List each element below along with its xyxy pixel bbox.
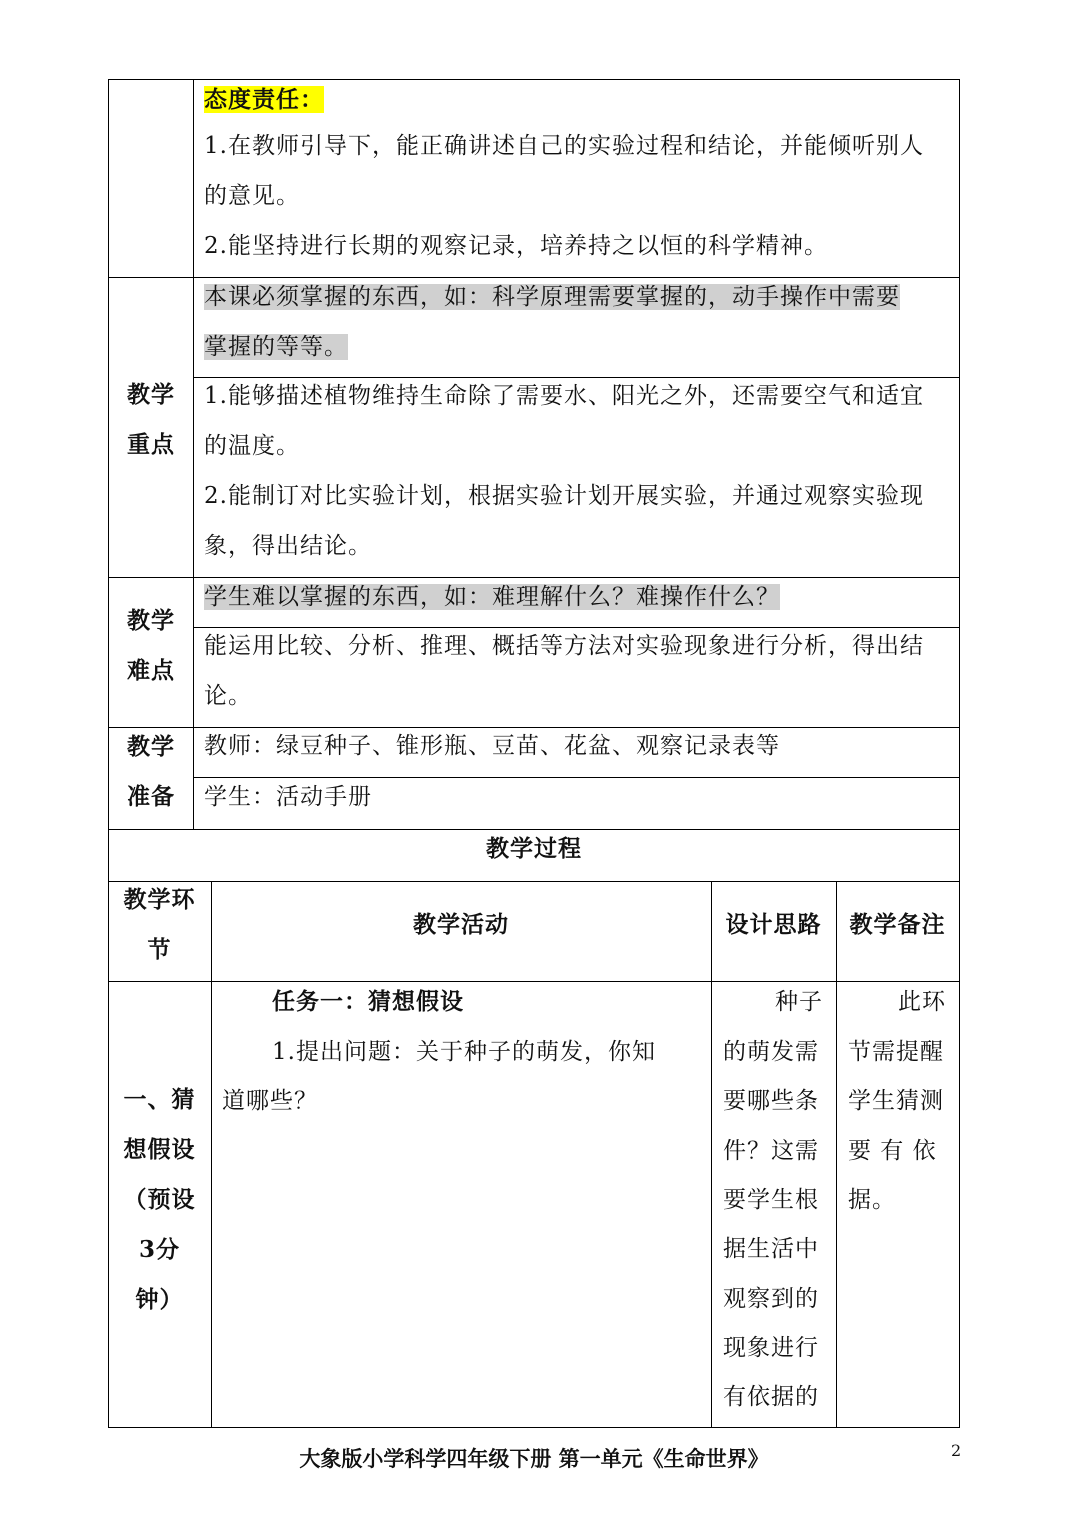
activity-question: 1.提出问题：关于种子的萌发，你知 — [272, 1039, 656, 1065]
preparation-student: 学生：活动手册 — [204, 784, 372, 810]
process-title: 教学过程 — [486, 835, 582, 862]
stage-label: 3分 — [138, 1236, 180, 1263]
difficulties-content: 能运用比较、分析、推理、概括等方法对实验现象进行分析，得出结 — [204, 633, 924, 659]
design-text: 的萌发需 — [723, 1039, 819, 1065]
design-text: 要哪些条 — [723, 1088, 819, 1114]
difficulties-label: 难点 — [127, 657, 175, 684]
notes-text: 学生猜测 — [848, 1088, 944, 1114]
key-points-hint — [204, 272, 900, 322]
key-point-item: 的温度。 — [204, 433, 300, 459]
column-header-stage: 教学环 — [123, 886, 196, 913]
attitude-heading-text: 态度责任： — [204, 86, 324, 113]
row-divider — [108, 981, 960, 982]
notes-text: 节需提醒 — [848, 1039, 944, 1065]
column-header-design: 设计思路 — [725, 911, 822, 938]
stage-label: 一、猜 — [123, 1086, 196, 1113]
difficulties-hint-text: 学生难以掌握的东西，如：难理解什么？难操作什么？ — [204, 584, 780, 610]
row-divider — [108, 881, 960, 882]
process-column-divider — [711, 881, 712, 1428]
key-points-hint — [204, 322, 348, 372]
key-points-hint-text: 本课必须掌握的东西，如：科学原理需要掌握的，动手操作中需要 — [204, 284, 900, 310]
key-points-label: 教学 — [127, 381, 175, 408]
preparation-label: 教学 — [127, 733, 175, 760]
key-points-label: 重点 — [127, 431, 175, 458]
attitude-heading — [204, 75, 324, 125]
table-border-right — [959, 79, 960, 1428]
task-title: 任务一：猜想假设 — [272, 988, 464, 1015]
design-text: 件？这需 — [723, 1138, 819, 1164]
attitude-item: 的意见。 — [204, 183, 300, 209]
process-column-divider — [211, 881, 212, 1428]
stage-label: 钟） — [135, 1286, 184, 1313]
difficulties-content: 论。 — [204, 683, 252, 709]
process-column-divider — [836, 881, 837, 1428]
table-border-bottom — [108, 1427, 960, 1428]
design-text: 有依据的 — [723, 1384, 819, 1410]
footer-title: 大象版小学科学四年级下册 第一单元《生命世界》 — [299, 1447, 769, 1471]
difficulties-label: 教学 — [127, 607, 175, 634]
design-text: 要学生根 — [723, 1187, 819, 1213]
stage-label: 想假设 — [123, 1136, 196, 1163]
preparation-label: 准备 — [127, 783, 175, 810]
key-point-item: 2.能制订对比实验计划，根据实验计划开展实验，并通过观察实验现 — [204, 483, 924, 509]
label-column-divider — [193, 79, 194, 830]
notes-text: 据。 — [848, 1187, 896, 1213]
activity-question: 道哪些？ — [222, 1088, 318, 1114]
design-text: 现象进行 — [723, 1335, 819, 1361]
difficulties-hint — [204, 572, 780, 622]
page-number: 2 — [951, 1441, 963, 1460]
stage-label: （预设 — [123, 1186, 196, 1213]
column-header-stage: 节 — [147, 936, 172, 963]
design-text: 据生活中 — [723, 1236, 819, 1262]
column-header-notes: 教学备注 — [849, 911, 946, 938]
design-text: 种子 — [775, 989, 823, 1015]
attitude-item: 2.能坚持进行长期的观察记录，培养持之以恒的科学精神。 — [204, 233, 828, 259]
attitude-item: 1.在教师引导下，能正确讲述自己的实验过程和结论，并能倾听别人 — [204, 133, 924, 159]
preparation-teacher: 教师：绿豆种子、锥形瓶、豆苗、花盆、观察记录表等 — [204, 733, 780, 759]
notes-text: 此环 — [898, 989, 946, 1015]
key-point-item: 象，得出结论。 — [204, 533, 372, 559]
column-header-activity: 教学活动 — [413, 911, 509, 938]
key-point-item: 1.能够描述植物维持生命除了需要水、阳光之外，还需要空气和适宜 — [204, 383, 924, 409]
design-text: 观察到的 — [723, 1286, 819, 1312]
key-points-hint-text: 掌握的等等。 — [204, 334, 348, 360]
notes-text: 要 有 依 — [848, 1138, 937, 1164]
